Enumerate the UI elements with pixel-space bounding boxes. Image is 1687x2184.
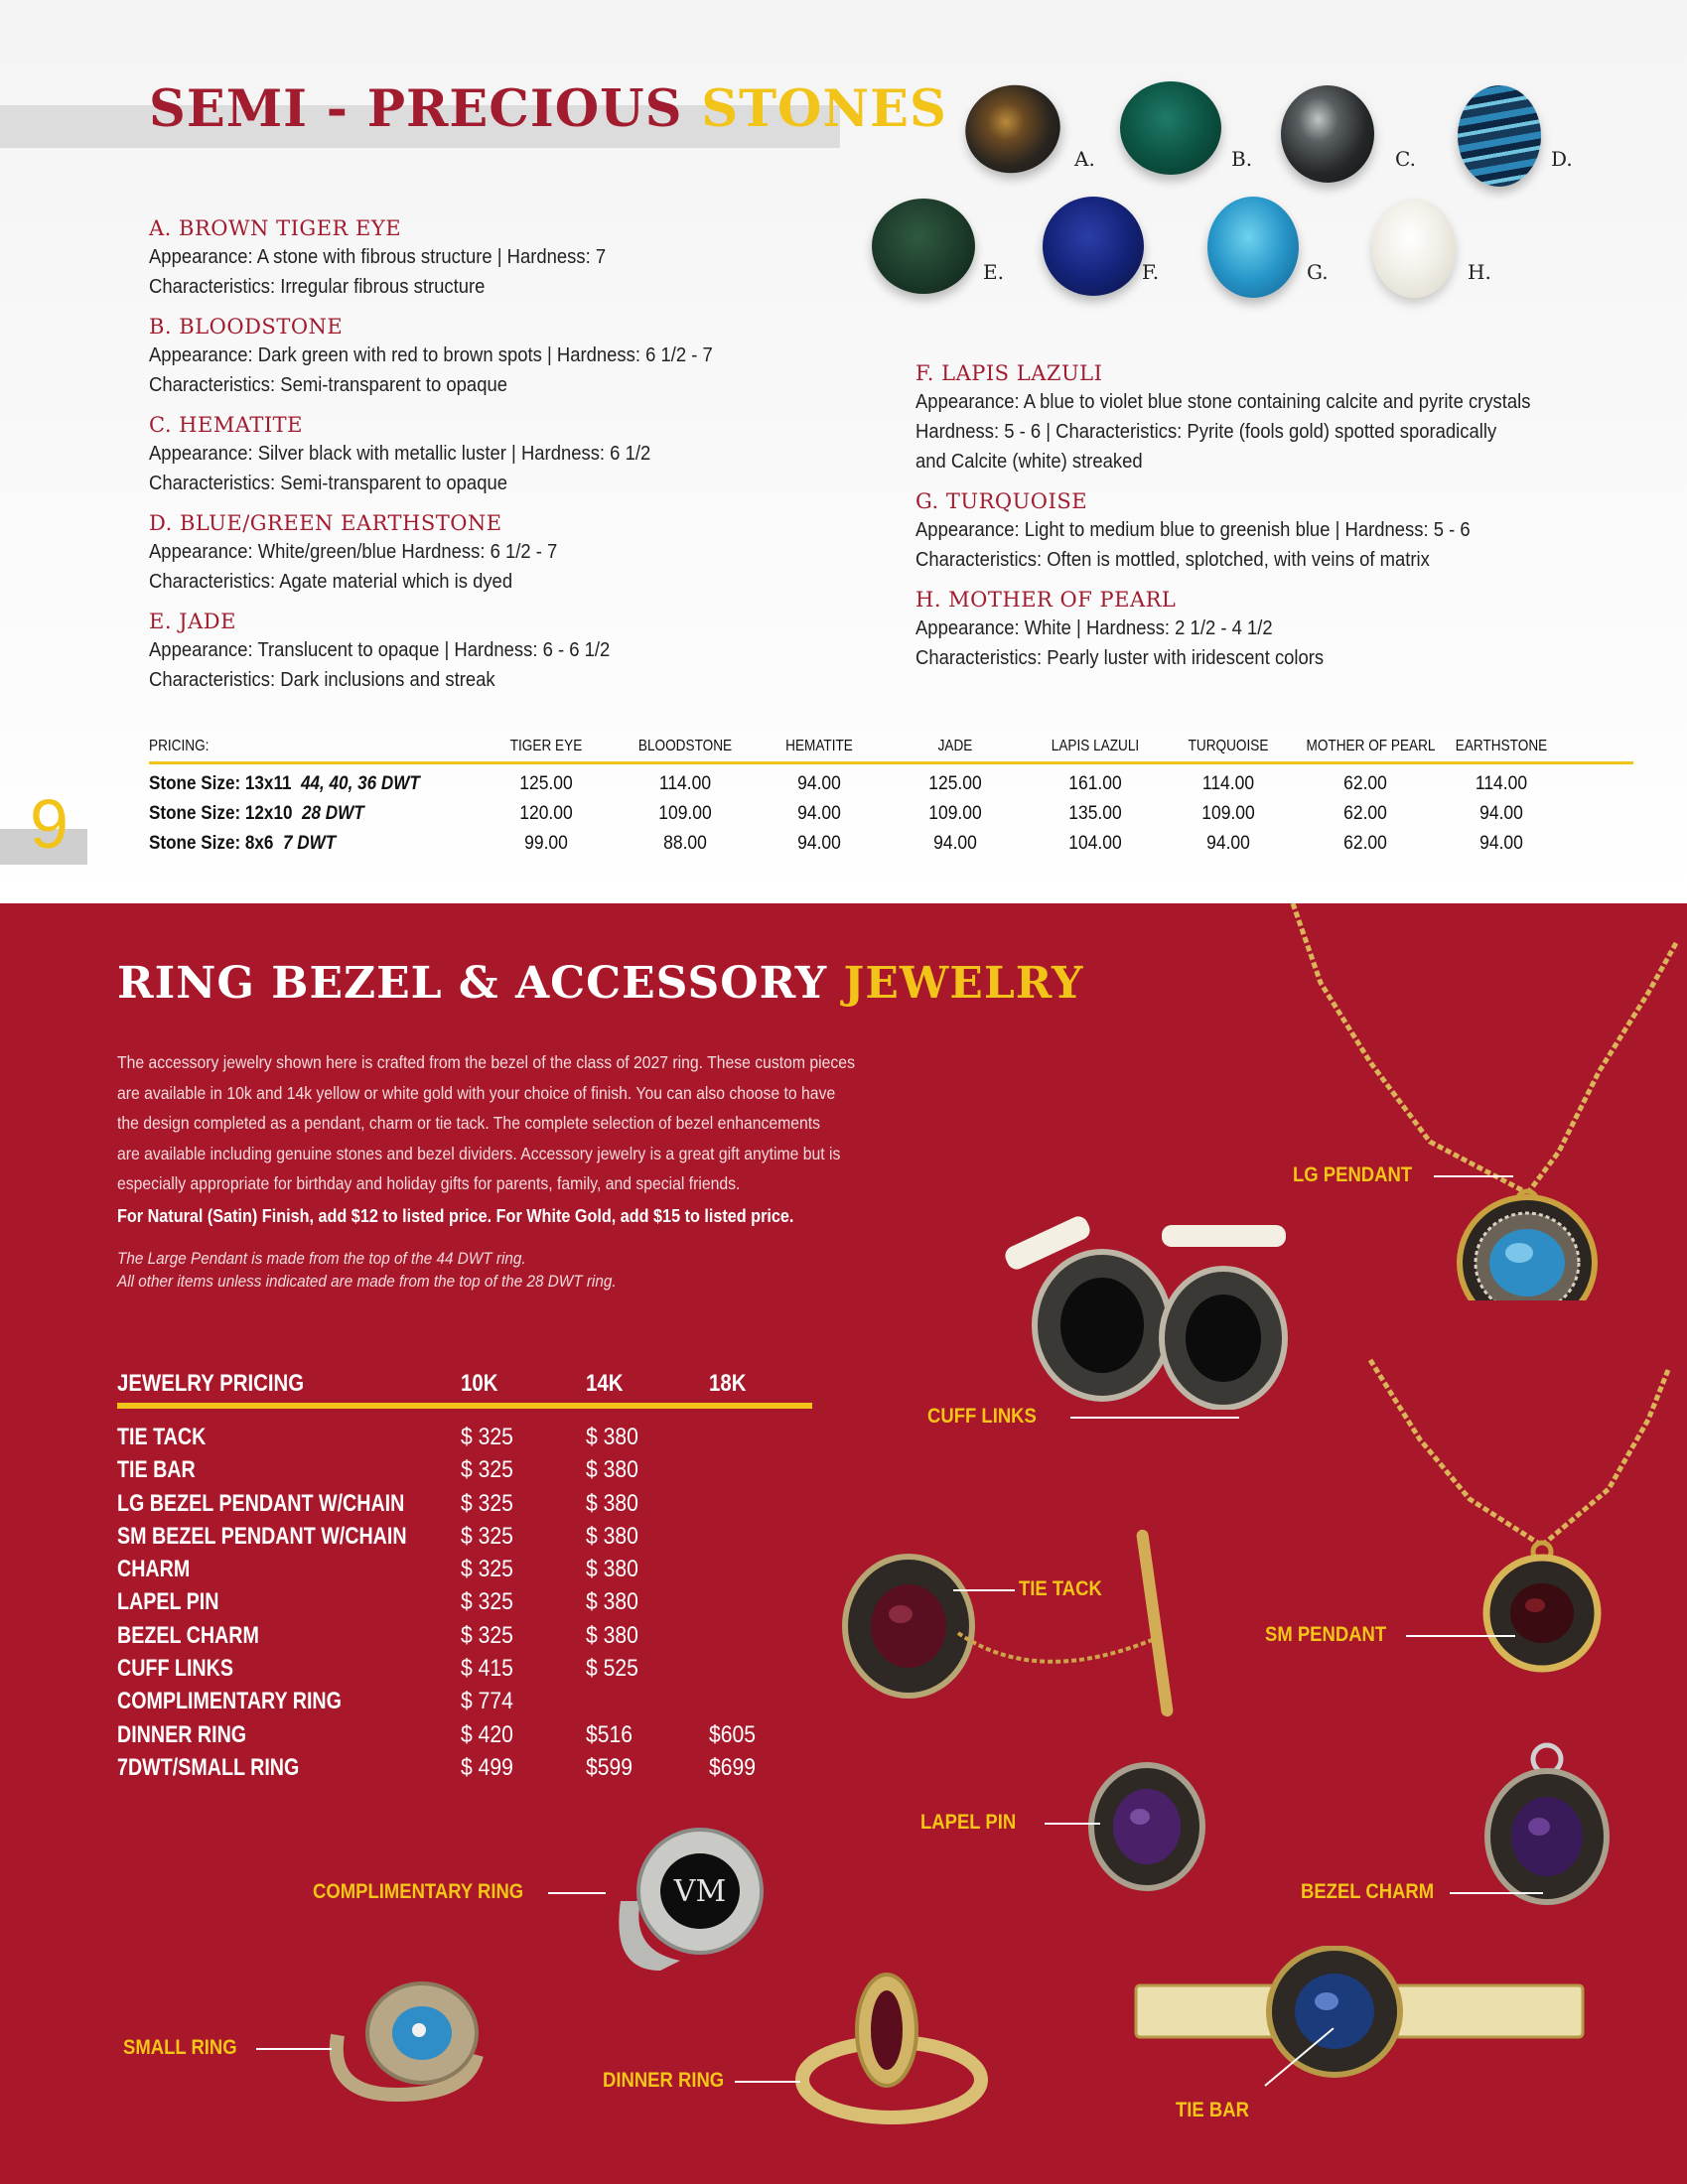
stones-title-main: SEMI - PRECIOUS [149, 79, 683, 139]
price-10k: $ 325 [461, 1588, 513, 1616]
intro-line: are available in 10k and 14k yellow or white gold with your choice of finish. You can also choose to have [117, 1082, 836, 1103]
pricing-column-header: JADE [937, 738, 973, 754]
stone-entry-tiger-eye [149, 214, 904, 302]
small-ring-image [328, 1976, 496, 2105]
bezel-charm-callout: BEZEL CHARM [1301, 1880, 1435, 1903]
stone-name: H. MOTHER OF PEARL [915, 588, 1177, 612]
header-rule [117, 1406, 812, 1409]
pendant-note: The Large Pendant is made from the top of the 44 DWT ring. [117, 1249, 526, 1268]
hematite-stone-image [1281, 85, 1374, 183]
small-ring-leader [256, 2048, 332, 2050]
table-row [117, 1688, 812, 1720]
price-cell: 88.00 [663, 833, 707, 854]
price-10k: $ 415 [461, 1655, 513, 1683]
pricing-row [149, 828, 1633, 858]
price-14k: $ 525 [586, 1655, 638, 1683]
bloodstone-image [1120, 81, 1221, 175]
item-name: DINNER RING [117, 1720, 247, 1748]
price-14k: $516 [586, 1720, 633, 1748]
svg-text:VM: VM [673, 1874, 727, 1909]
tie-tack-callout: TIE TACK [1019, 1577, 1102, 1600]
stone-appearance: Appearance: Silver black with metallic luster | Hardness: 6 1/2 [149, 442, 651, 465]
stone-size: Stone Size: 13x11 [149, 773, 292, 794]
price-cell: 94.00 [933, 833, 977, 854]
price-14k: $ 380 [586, 1456, 638, 1484]
stone-entry-jade [149, 608, 904, 695]
price-14k: $ 380 [586, 1489, 638, 1517]
price-14k: $ 380 [586, 1522, 638, 1550]
pricing-column-header: LAPIS LAZULI [1051, 738, 1140, 754]
column-14k: 14K [586, 1370, 624, 1397]
intro-line: The accessory jewelry shown here is crafted from the bezel of the class of 2027 ring. These custom pieces [117, 1052, 855, 1072]
stone-appearance: Appearance: White | Hardness: 2 1/2 - 4 1/2 [915, 616, 1273, 639]
stone-name: C. HEMATITE [149, 413, 303, 437]
gem-letter-d: D. [1551, 147, 1573, 171]
stone-size-label [149, 833, 336, 855]
stone-entry-lapis-lazuli [915, 359, 1630, 477]
stone-name: E. JADE [149, 610, 236, 633]
gem-letter-g: G. [1307, 260, 1329, 284]
small-ring-callout: SMALL RING [123, 2036, 237, 2059]
price-cell: 109.00 [658, 803, 712, 824]
intro-line: the design completed as a pendant, charm or tie tack. The complete selection of bezel enhancements [117, 1113, 821, 1133]
price-14k: $ 380 [586, 1556, 638, 1583]
cuff-links-callout: CUFF LINKS [927, 1405, 1037, 1428]
dinner-ring-image [792, 1971, 991, 2129]
gem-letter-f: F. [1142, 260, 1160, 284]
item-name: 7DWT/SMALL RING [117, 1753, 300, 1781]
price-10k: $ 420 [461, 1720, 513, 1748]
item-name: LG BEZEL PENDANT W/CHAIN [117, 1489, 405, 1517]
price-10k: $ 325 [461, 1621, 513, 1649]
gem-letter-c: C. [1395, 147, 1416, 171]
price-10k: $ 325 [461, 1556, 513, 1583]
earthstone-image [1458, 85, 1541, 187]
stone-size-label [149, 773, 420, 795]
pricing-column-header: TURQUOISE [1188, 738, 1269, 754]
price-18k: $699 [709, 1753, 756, 1781]
price-10k: $ 774 [461, 1688, 513, 1715]
price-cell: 125.00 [519, 773, 573, 794]
pricing-header-row [149, 733, 1633, 764]
table-row [117, 1523, 812, 1556]
stone-characteristics: and Calcite (white) streaked [915, 450, 1143, 473]
gem-letter-a: A. [1074, 147, 1095, 171]
column-10k: 10K [461, 1370, 498, 1397]
lg-pendant-leader [1434, 1175, 1513, 1177]
price-cell: 94.00 [797, 833, 841, 854]
tiger-eye-stone-image [955, 74, 1070, 184]
page-number: 9 [30, 785, 69, 863]
intro-line: especially appropriate for birthday and holiday gifts for parents, family, and special friends. [117, 1173, 741, 1193]
dinner-ring-callout: DINNER RING [603, 2069, 725, 2092]
price-cell: 161.00 [1068, 773, 1122, 794]
stone-appearance: Appearance: White/green/blue Hardness: 6 1/2 - 7 [149, 540, 558, 563]
stone-entry-hematite [149, 411, 904, 498]
pricing-row [149, 798, 1633, 828]
item-name: CHARM [117, 1556, 191, 1583]
stone-appearance: Appearance: Light to medium blue to greenish blue | Hardness: 5 - 6 [915, 518, 1471, 541]
stones-section-title [149, 79, 947, 139]
gem-letter-e: E. [983, 260, 1004, 284]
bezel-charm-leader [1450, 1892, 1543, 1894]
stone-size: Stone Size: 12x10 [149, 803, 293, 824]
table-row [117, 1556, 812, 1588]
table-row [117, 1754, 812, 1787]
stone-entry-mother-of-pearl [915, 586, 1630, 673]
pricing-label: PRICING: [149, 738, 210, 754]
price-cell: 109.00 [928, 803, 982, 824]
pricing-column-header: TIGER EYE [509, 738, 583, 754]
stone-name: G. TURQUOISE [915, 489, 1088, 513]
ring-bezel-accessory-section [0, 903, 1687, 2184]
pricing-column-header: EARTHSTONE [1455, 738, 1548, 754]
pricing-row [149, 768, 1633, 798]
accessory-title-main: RING BEZEL & ACCESSORY [117, 958, 828, 1009]
lg-pendant-image [1281, 903, 1678, 1300]
cuff-links-image [993, 1211, 1301, 1410]
jewelry-pricing-title: JEWELRY PRICING [117, 1370, 305, 1397]
gem-letter-h: H. [1468, 260, 1491, 284]
stone-entry-bloodstone [149, 313, 904, 400]
price-cell: 114.00 [658, 773, 712, 794]
complimentary-ring-callout: COMPLIMENTARY RING [313, 1880, 524, 1903]
price-cell: 62.00 [1343, 773, 1387, 794]
price-10k: $ 325 [461, 1522, 513, 1550]
jewelry-pricing-table [117, 1370, 812, 1787]
jewelry-pricing-header [117, 1370, 812, 1406]
price-cell: 94.00 [1479, 803, 1523, 824]
table-row [117, 1456, 812, 1489]
stone-appearance: Appearance: Translucent to opaque | Hardness: 6 - 6 1/2 [149, 638, 611, 661]
price-18k: $605 [709, 1720, 756, 1748]
stone-pricing-table [149, 733, 1633, 858]
turquoise-stone-image [1207, 197, 1299, 298]
price-10k: $ 499 [461, 1753, 513, 1781]
dinner-ring-leader [735, 2081, 800, 2083]
price-cell: 94.00 [1206, 833, 1250, 854]
tie-tack-leader [953, 1589, 1015, 1591]
price-cell: 62.00 [1343, 803, 1387, 824]
stone-entry-turquoise [915, 487, 1630, 575]
stone-appearance: Appearance: A stone with fibrous structure | Hardness: 7 [149, 245, 607, 268]
pricing-column-header: BLOODSTONE [637, 738, 733, 754]
stone-characteristics: Characteristics: Pearly luster with iridescent colors [915, 646, 1325, 669]
dwt-label: 28 DWT [301, 803, 364, 824]
accessory-section-title [117, 958, 1083, 1009]
stone-name: B. BLOODSTONE [149, 315, 344, 339]
stone-appearance: Appearance: A blue to violet blue stone containing calcite and pyrite crystals [915, 390, 1531, 413]
table-row [117, 1490, 812, 1523]
table-row [117, 1721, 812, 1754]
price-cell: 94.00 [797, 803, 841, 824]
mother-of-pearl-image [1372, 199, 1456, 298]
item-name: TIE BAR [117, 1456, 196, 1484]
intro-line: are available including genuine stones and bezel dividers. Accessory jewelry is a great gift anytime but is [117, 1143, 841, 1163]
item-name: LAPEL PIN [117, 1588, 219, 1616]
item-name: SM BEZEL PENDANT W/CHAIN [117, 1522, 407, 1550]
stones-title-accent: STONES [701, 79, 947, 139]
stone-entry-earthstone [149, 509, 904, 597]
lapel-pin-callout: LAPEL PIN [920, 1811, 1017, 1834]
price-10k: $ 325 [461, 1456, 513, 1484]
price-cell: 104.00 [1068, 833, 1122, 854]
item-name: COMPLIMENTARY RING [117, 1688, 342, 1715]
lapel-pin-leader [1045, 1823, 1100, 1825]
accessory-title-accent: JEWELRY [843, 958, 1084, 1009]
accessory-intro [117, 1047, 971, 1293]
table-row [117, 1622, 812, 1655]
item-name: TIE TACK [117, 1424, 207, 1450]
complimentary-ring-image [601, 1822, 770, 1985]
price-cell: 62.00 [1343, 833, 1387, 854]
price-cell: 99.00 [524, 833, 568, 854]
pricing-column-header: HEMATITE [785, 738, 853, 754]
lapel-pin-image [1082, 1757, 1211, 1896]
stone-descriptions-left [149, 214, 904, 706]
sm-pendant-leader [1406, 1635, 1515, 1637]
gem-letter-b: B. [1231, 147, 1253, 171]
lg-pendant-callout: LG PENDANT [1293, 1163, 1413, 1186]
stone-characteristics: Characteristics: Semi-transparent to opaque [149, 472, 507, 494]
stone-descriptions-right [915, 359, 1630, 684]
dwt-label: 7 DWT [282, 833, 337, 854]
price-cell: 125.00 [928, 773, 982, 794]
price-14k: $599 [586, 1753, 633, 1781]
price-cell: 109.00 [1201, 803, 1255, 824]
tie-bar-image [1134, 1946, 1591, 2085]
table-row [117, 1588, 812, 1621]
pricing-column-header: MOTHER OF PEARL [1306, 738, 1436, 754]
tie-bar-callout: TIE BAR [1176, 2099, 1249, 2121]
stone-characteristics: Characteristics: Irregular fibrous structure [149, 275, 486, 298]
price-14k: $ 380 [586, 1588, 638, 1616]
cuff-links-leader [1070, 1417, 1239, 1419]
stone-characteristics: Characteristics: Agate material which is dyed [149, 570, 513, 593]
price-10k: $ 325 [461, 1424, 513, 1450]
price-cell: 94.00 [1479, 833, 1523, 854]
stone-characteristics: Characteristics: Often is mottled, splotched, with veins of matrix [915, 548, 1430, 571]
price-14k: $ 380 [586, 1621, 638, 1649]
sm-pendant-callout: SM PENDANT [1265, 1623, 1387, 1646]
dwt-label: 44, 40, 36 DWT [301, 773, 420, 794]
stone-hardness: Hardness: 5 - 6 | Characteristics: Pyrite (fools gold) spotted sporadically [915, 420, 1497, 443]
stone-appearance: Appearance: Dark green with red to brown spots | Hardness: 6 1/2 - 7 [149, 343, 713, 366]
bezel-charm-image [1479, 1737, 1618, 1916]
tie-tack-image [839, 1519, 1196, 1727]
stone-size: Stone Size: 8x6 [149, 833, 274, 854]
price-14k: $ 380 [586, 1424, 638, 1450]
sm-pendant-image [1360, 1350, 1678, 1698]
price-cell: 94.00 [797, 773, 841, 794]
column-18k: 18K [709, 1370, 747, 1397]
item-name: BEZEL CHARM [117, 1621, 259, 1649]
table-row [117, 1655, 812, 1688]
price-cell: 114.00 [1201, 773, 1255, 794]
table-row [117, 1424, 812, 1456]
stone-size-label [149, 803, 364, 825]
price-10k: $ 325 [461, 1489, 513, 1517]
complimentary-ring-leader [548, 1892, 606, 1894]
price-cell: 120.00 [519, 803, 573, 824]
item-name: CUFF LINKS [117, 1655, 233, 1683]
price-cell: 135.00 [1068, 803, 1122, 824]
stone-name: D. BLUE/GREEN EARTHSTONE [149, 511, 502, 535]
finish-note: For Natural (Satin) Finish, add $12 to listed price. For White Gold, add $15 to listed price. [117, 1205, 794, 1226]
lapis-lazuli-image [1043, 197, 1144, 296]
stone-name: F. LAPIS LAZULI [915, 361, 1103, 385]
stone-characteristics: Characteristics: Semi-transparent to opaque [149, 373, 507, 396]
semi-precious-stones-section [0, 0, 1687, 903]
stone-characteristics: Characteristics: Dark inclusions and streak [149, 668, 495, 691]
price-cell: 114.00 [1475, 773, 1528, 794]
items-note: All other items unless indicated are made from the top of the 28 DWT ring. [117, 1272, 617, 1291]
jewelry-pricing-rows [117, 1424, 812, 1787]
stone-name: A. BROWN TIGER EYE [149, 216, 402, 240]
